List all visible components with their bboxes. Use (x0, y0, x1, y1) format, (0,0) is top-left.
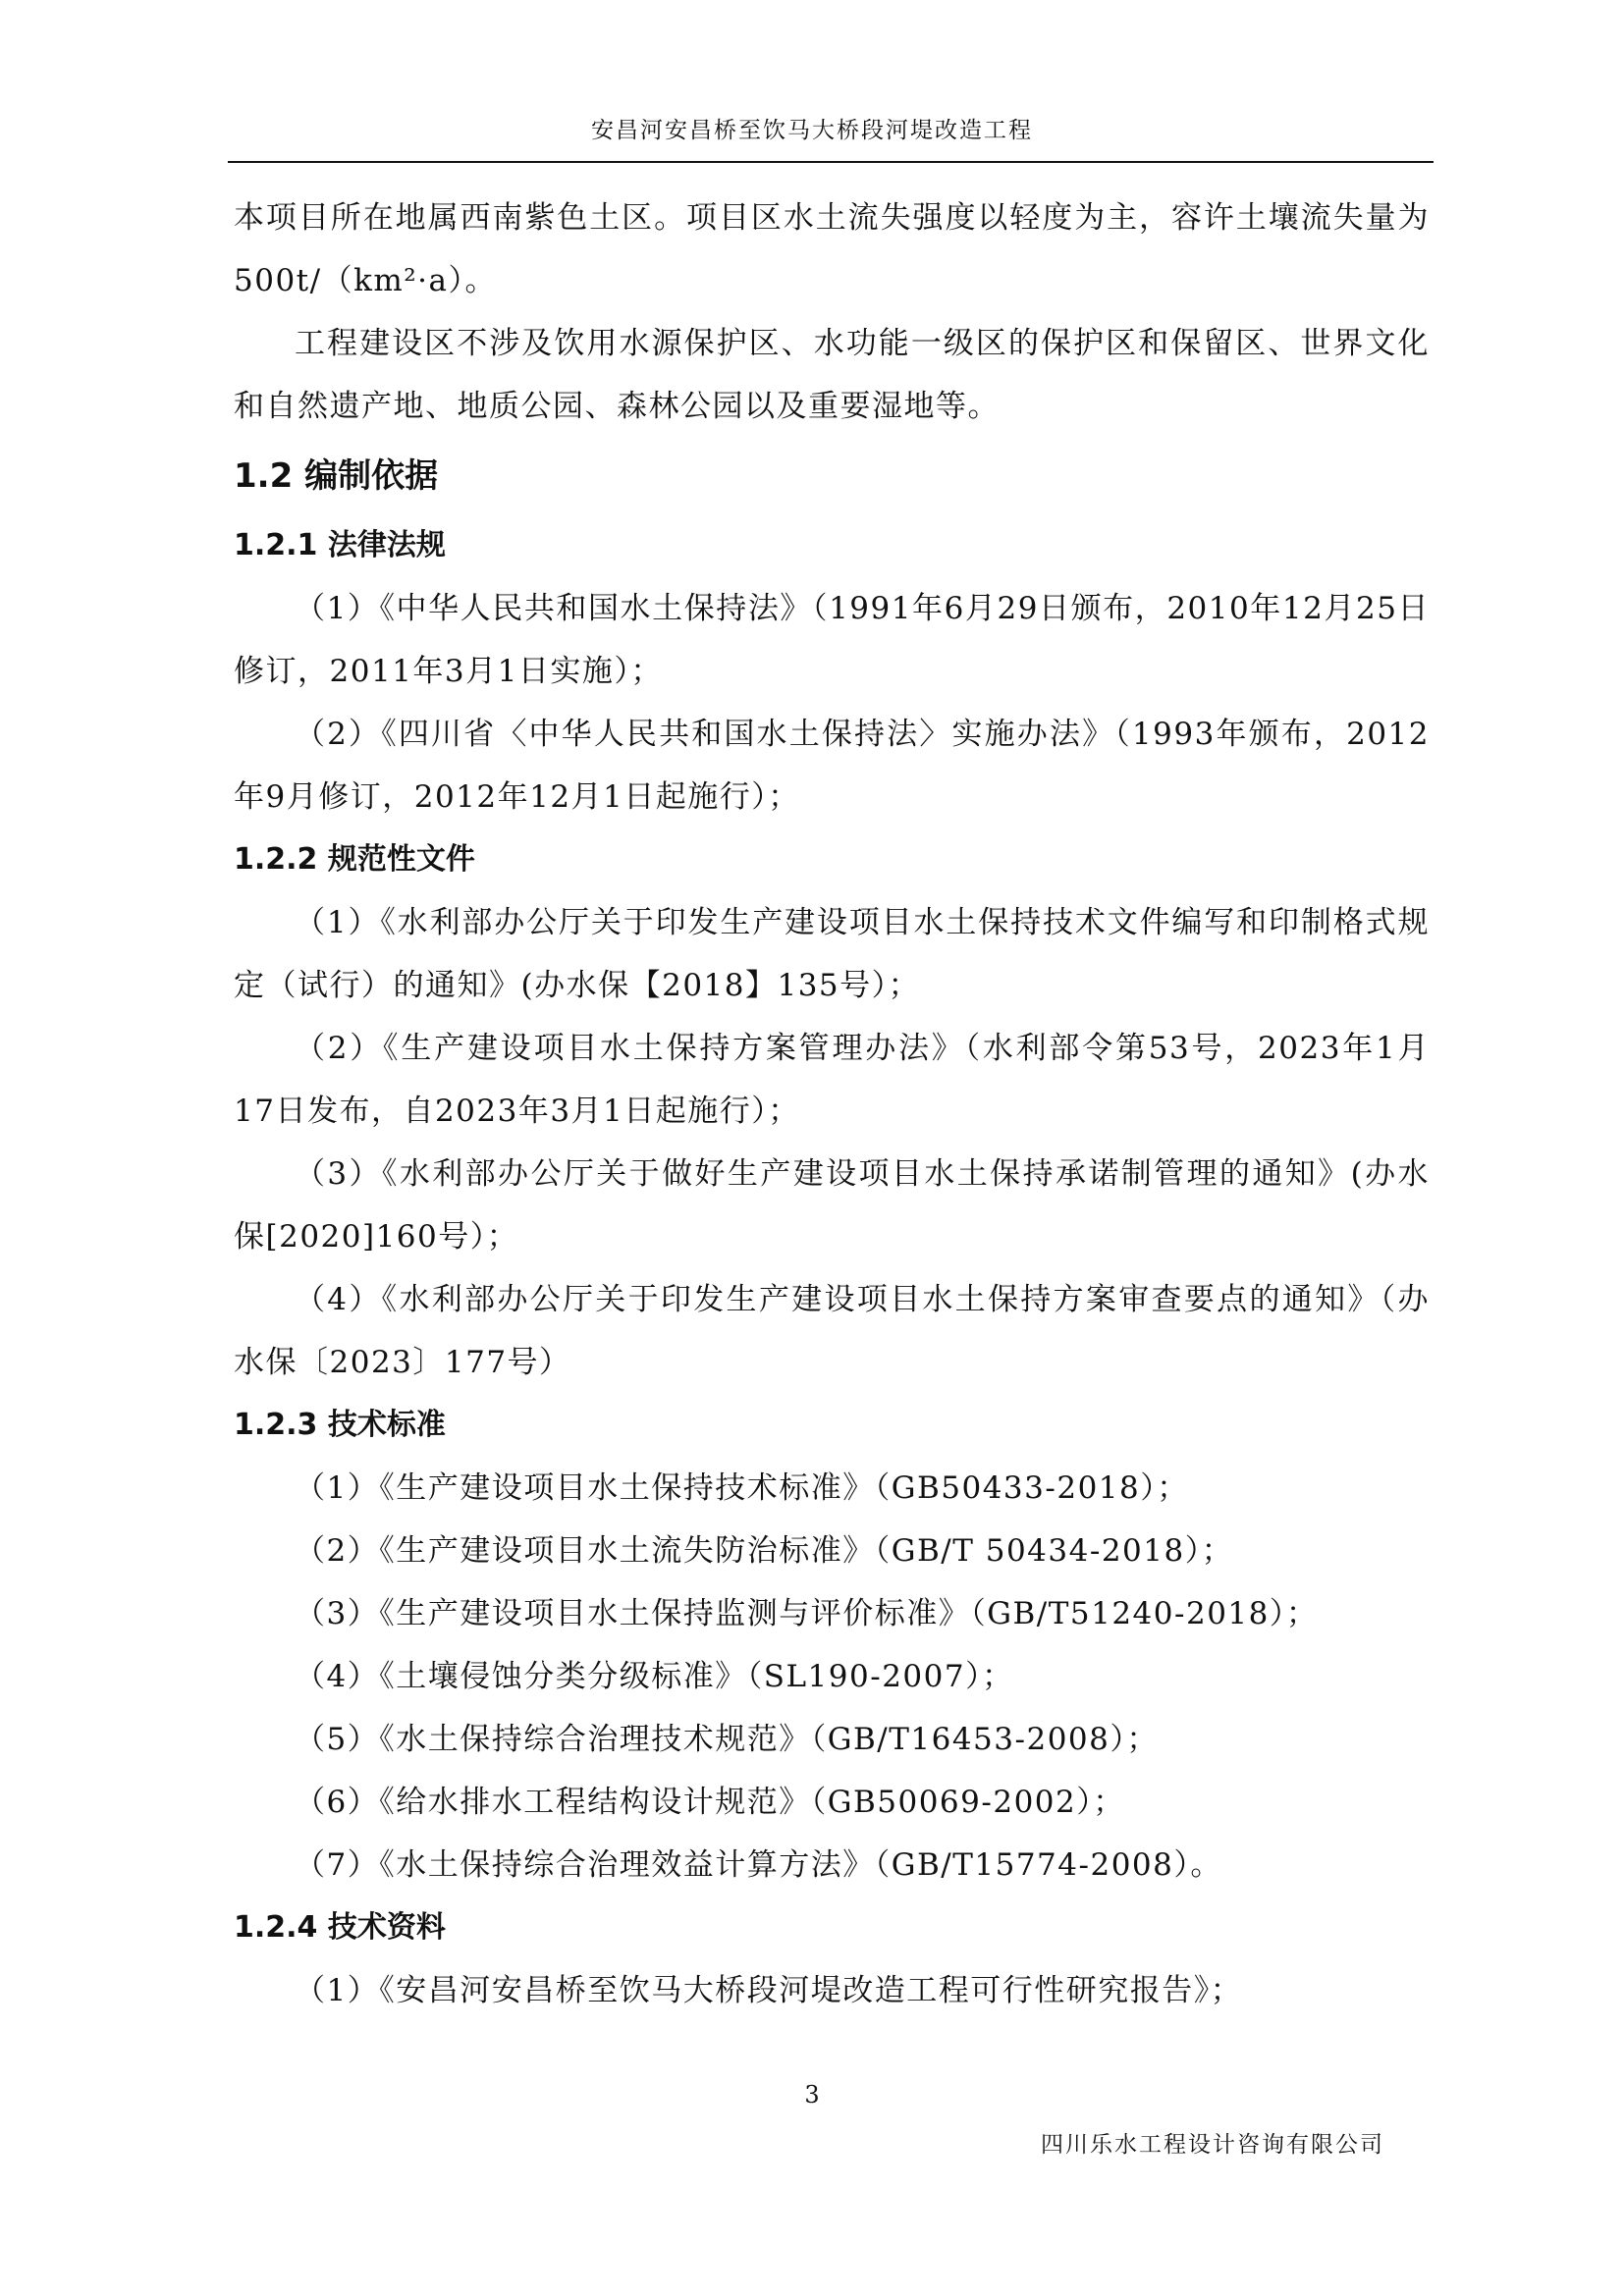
standard-item-2: （2）《生产建设项目水土流失防治标准》（GB/T 50434-2018）； (295, 1533, 1234, 1569)
standard-item-7: （7）《水土保持综合治理效益计算方法》（GB/T15774-2008）。 (295, 1847, 1222, 1883)
standard-item-6: （6）《给水排水工程结构设计规范》（GB50069-2002）； (295, 1785, 1125, 1820)
document-body (234, 187, 1430, 2022)
standard-item-5: （5）《水土保持综合治理技术规范》（GB/T16453-2008）； (295, 1722, 1159, 1757)
section-heading-1-2-4: 1.2.4 技术资料 (234, 1910, 446, 1945)
header-divider (228, 161, 1434, 163)
technical-material-item-1: （1）《安昌河安昌桥至饮马大桥段河堤改造工程可行性研究报告》； (295, 1973, 1243, 2008)
running-header: 安昌河安昌桥至饮马大桥段河堤改造工程 (591, 118, 1033, 143)
standard-item-1: （1）《生产建设项目水土保持技术标准》（GB50433-2018）； (295, 1470, 1189, 1506)
standard-item-3: （3）《生产建设项目水土保持监测与评价标准》（GB/T51240-2018）； (295, 1596, 1319, 1631)
law-item-2: （2）《四川省〈中华人民共和国水土保持法〉实施办法》（1993年颁布，2012年9月修订，2012年12月1日起施行）； (234, 717, 1430, 815)
section-heading-1-2-1: 1.2.1 法律法规 (234, 528, 446, 562)
intro-paragraph-1: 本项目所在地属西南紫色土区。项目区水土流失强度以轻度为主，容许土壤流失量为500t/（km²·a）。 (234, 200, 1430, 298)
document-item-3: （3）《水利部办公厅关于做好生产建设项目水土保持承诺制管理的通知》(办水保[2020]160号）； (234, 1156, 1430, 1255)
intro-paragraph-2: 工程建设区不涉及饮用水源保护区、水功能一级区的保护区和保留区、世界文化和自然遗产地、地质公园、森林公园以及重要湿地等。 (234, 326, 1430, 424)
page-number: 3 (804, 2081, 820, 2109)
footer-company-name: 四川乐水工程设计咨询有限公司 (1041, 2132, 1384, 2158)
section-heading-1-2: 1.2 编制依据 (234, 456, 439, 496)
law-item-1: （1）《中华人民共和国水土保持法》（1991年6月29日颁布，2010年12月25日修订，2011年3月1日实施）； (234, 591, 1430, 689)
document-item-1: （1）《水利部办公厅关于印发生产建设项目水土保持技术文件编写和印制格式规定（试行）的通知》(办水保【2018】135号）； (234, 905, 1430, 1003)
section-heading-1-2-2: 1.2.2 规范性文件 (234, 842, 475, 877)
standard-item-4: （4）《土壤侵蚀分类分级标准》（SL190-2007）； (295, 1659, 1014, 1694)
section-heading-1-2-3: 1.2.3 技术标准 (234, 1408, 446, 1442)
document-item-4: （4）《水利部办公厅关于印发生产建设项目水土保持方案审查要点的通知》（办水保〔2023〕177号） (234, 1282, 1430, 1380)
document-item-2: （2）《生产建设项目水土保持方案管理办法》（水利部令第53号，2023年1月17日发布，自2023年3月1日起施行）； (234, 1031, 1430, 1129)
